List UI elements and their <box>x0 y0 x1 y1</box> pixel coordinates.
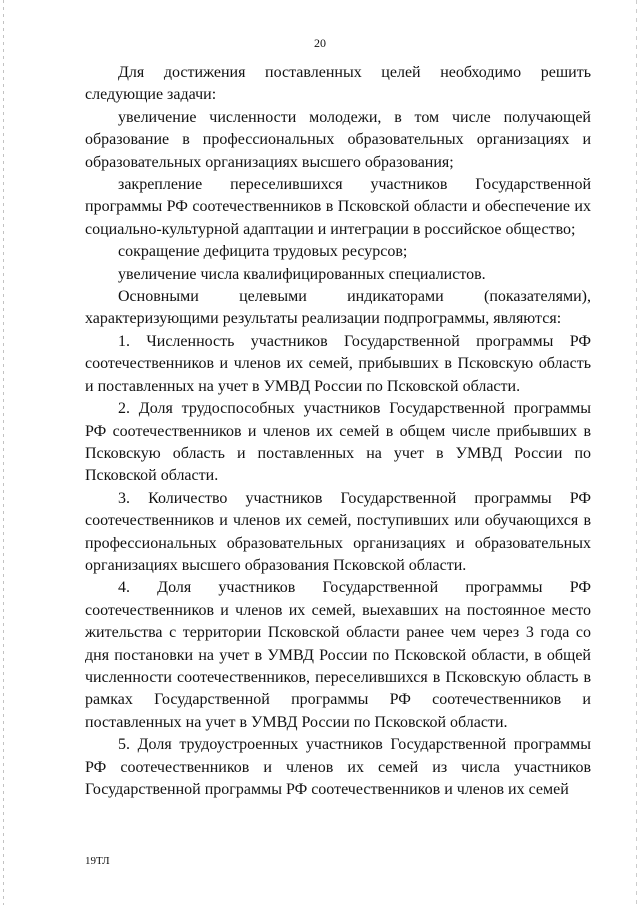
paragraph-indicator-3: 3. Количество участников Государственной программы РФ соотечественников и членов их семей, поступивших или обучающихся в профессиональных образовательных организациях и образовательных организациях высшего образования Псковской области. <box>85 489 591 574</box>
document-body <box>85 62 591 801</box>
paragraph-task-specialists: увеличение числа квалифицированных специалистов. <box>118 265 486 283</box>
footer-code: 19ТЛ <box>85 855 110 867</box>
paragraph-indicator-4: 4. Доля участников Государственной программы РФ соотечественников и членов их семей, выехавших на постоянное место жительства с территории Псковской области ранее чем через 3 года со дня постановки на учет в УМВД России по Псковской области, в общей численности соотечественников, переселившихся в Псковскую область в рамках Государственной программы РФ соотечественников и поставленных на учет в УМВД России по Псковской области. <box>85 579 591 731</box>
paragraph-indicator-2: 2. Доля трудоспособных участников Государственной программы РФ соотечественников и членов их семей в общем числе прибывших в Псковскую область и поставленных на учет в УМВД России по Псковской области. <box>85 400 591 485</box>
page-number: 20 <box>314 36 326 50</box>
paragraph-indicators-intro: Основными целевыми индикаторами (показателями), характеризующими результаты реализации подпрограммы, являются: <box>85 288 591 328</box>
paragraph-intro: Для достижения поставленных целей необходимо решить следующие задачи: <box>85 64 591 104</box>
scan-edge-left <box>3 0 4 905</box>
paragraph-task-labor: сокращение дефицита трудовых ресурсов; <box>118 243 408 261</box>
paragraph-indicator-1: 1. Численность участников Государственной программы РФ соотечественников и членов их семей, прибывших в Псковскую область и поставленных на учет в УМВД России по Псковской области. <box>85 332 591 395</box>
paragraph-indicator-5: 5. Доля трудоустроенных участников Государственной программы РФ соотечественников и членов их семей из числа участников Государственной программы РФ соотечественников и членов их семей <box>85 736 591 798</box>
scan-edge-right <box>636 0 637 905</box>
paragraph-task-integration: закрепление переселившихся участников Государственной программы РФ соотечественников в Псковской области и обеспечение их социально-культурной адаптации и интеграции в российское общество; <box>85 176 591 238</box>
paragraph-task-youth: увеличение численности молодежи, в том числе получающей образование в профессиональных образовательных организациях и образовательных организациях высшего образования; <box>85 108 591 171</box>
